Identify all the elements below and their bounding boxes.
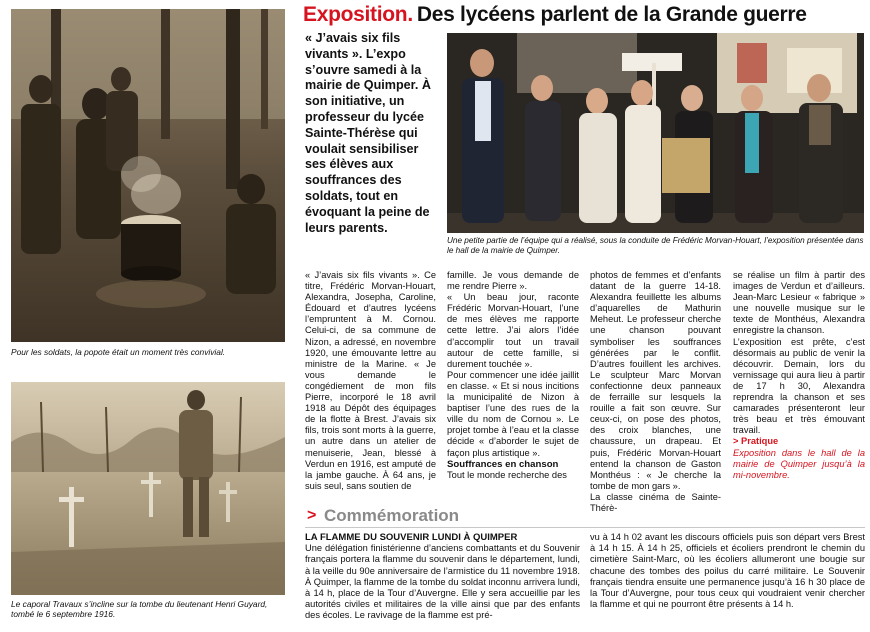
headline-kicker: Exposition.	[303, 3, 413, 26]
article-paragraph: photos de femmes et d’enfants datant de la guerre 14-18. Alexandra feuillette les albums d’aquarelles de Mathurin Meheut. Le professeur cherche une chanson pouvant symboliser les souffrances générées par le conflit. D’autres fouillent les archives. Le sculpteur Marc Morvan confectionne deux panneaux de ferraille sur lesquels la rouille a fait son œuvre. Sur ceux-ci, on pose des photos, des croix blanches, une chaussure, un drapeau. Et puis, Frédéric Morvan-Houart entend la chanson de Gaston Monthéus : « Je cherche la tombe de mon gars ».	[590, 270, 721, 491]
article-paragraph: « Un beau jour, raconte Frédéric Morvan-Houart, l’une de mes élèves me rapporte cette lettre. J’ai alors l’idée d’accomplir tout un travail autour de cette famille, si durement touchée ».	[447, 292, 579, 369]
team-photo	[447, 33, 864, 233]
article-column-3	[590, 270, 721, 514]
soldiers-photo	[11, 9, 285, 342]
commemoration-title: LA FLAMME DU SOUVENIR LUNDI À QUIMPER	[305, 532, 518, 543]
article-column-2	[447, 270, 579, 481]
article-paragraph: famille. Je vous demande de me rendre Pierre ».	[447, 270, 579, 292]
commemoration-column-2	[590, 532, 865, 610]
article-paragraph: La classe cinéma de Sainte-Thérè-	[590, 491, 721, 513]
commemoration-paragraph: Une délégation finistérienne d’anciens combattants et du Souvenir français portera la flamme du souvenir dans le département, lundi, à la veille du 90e anniversaire de l’armistice du 11 novembre 1918. À Quimper, la flamme de la tombe du soldat inconnu arrivera lundi, à 14 h, place de la Tour d’Auvergne. Elle y sera accueillie par les autorités civiles et militaires de la ville ainsi que par des enfants des écoles. Le ravivage de la flamme est pré-	[305, 543, 580, 621]
article-paragraph: Tout le monde recherche des	[447, 469, 567, 480]
page-title	[303, 3, 868, 27]
article-paragraph: se réalise un film à partir des images de Verdun et d’ailleurs. Jean-Marc Lesieur « fabrique » une nouvelle musique sur le texte de Monthéus, Alexandra enregistre la chanson.	[733, 270, 865, 336]
article-paragraph: « J’avais six fils vivants ». Ce titre, Frédéric Morvan-Houart, Alexandra, Josepha, Caroline, Édouard et d’autres lycéens l’empruntent à M. Cornou. Celui-ci, de sa commune de Nizon, a adressé, en novembre 1920, une émouvante lettre au ministre de la Marine. « Je vous demande le congédiement de mon fils Pierre, incorporé le 18 avril 1918 au Dépôt des équipages de la flotte à Brest. J’avais six fils, trois sont morts à la guerre, un autre dans un atelier de menuiserie, Jean, blessé à Verdun en 1916, est amputé de la jambe gauche. À 64 ans, je suis seul, sans soutien de	[305, 270, 436, 491]
article-lead: « J’avais six fils vivants ». L’expo s’ouvre samedi à la mairie de Quimper. À son initiative, un professeur du lycée Sainte-Thérèse qui voulait sensibiliser ses élèves aux souffrances des soldats, tout en évoquant la peine de leurs parents.	[305, 31, 431, 235]
grave-photo	[11, 382, 285, 595]
article-column-1	[305, 270, 436, 492]
article-subhead: Souffrances en chanson	[447, 458, 559, 470]
commemoration-column-1	[305, 532, 580, 622]
section-divider	[305, 527, 865, 528]
headline-title: Des lycéens parlent de la Grande guerre	[416, 3, 807, 26]
grave-caption: Le caporal Travaux s’incline sur la tombe du lieutenant Henri Guyard, tombé le 6 septembre 1916.	[11, 599, 268, 619]
team-caption: Une petite partie de l’équipe qui a réalisé, sous la conduite de Frédéric Morvan-Houart, l’exposition présentée dans le hall de la mairie de Quimper.	[447, 236, 864, 255]
article-column-4	[733, 270, 865, 481]
section-arrow: >	[307, 507, 317, 524]
article-paragraph: Pour commencer une idée jaillit en classe. « Et si nous incitions la municipalité de Nizon à baptiser l’une des rues de la ville du nom de Cornou ». Le projet tombe à l’eau et la classe décide « d’aborder le sujet de façon plus artistique ».	[447, 369, 579, 458]
article-paragraph: L’exposition est prête, c’est désormais au public de venir la découvrir. Demain, lors du vernissage qui aura lieu à partir de 17 h 30, Alexandra reprendra la chanson et ses camarades présenteront leur très beau et très émouvant travail.	[733, 336, 865, 436]
commemoration-paragraph: vu à 14 h 02 avant les discours officiels puis son départ vers Brest à 14 h 15. À 14 h 25, officiels et écoliers prendront le chemin du cimetière Saint-Marc, où les écoliers allumeront une bougie sur chacune des tombes des poilus du carré militaire. Le Souvenir français tiendra ensuite une permanence jusqu’à 16 h 30 place de la Tour d’Auvergne, pour tous ceux qui voudraient venir chercher la flamme et qui ne pourront être présents à 14 h.	[590, 532, 865, 610]
soldiers-caption: Pour les soldats, la popote était un moment très convivial.	[11, 347, 226, 357]
section-title: Commémoration	[324, 506, 460, 525]
commemoration-section-header	[305, 506, 865, 528]
pratique-label: > Pratique	[733, 436, 779, 447]
pratique-text: Exposition dans le hall de la mairie de Quimper jusqu’à la mi-novembre.	[733, 447, 865, 480]
